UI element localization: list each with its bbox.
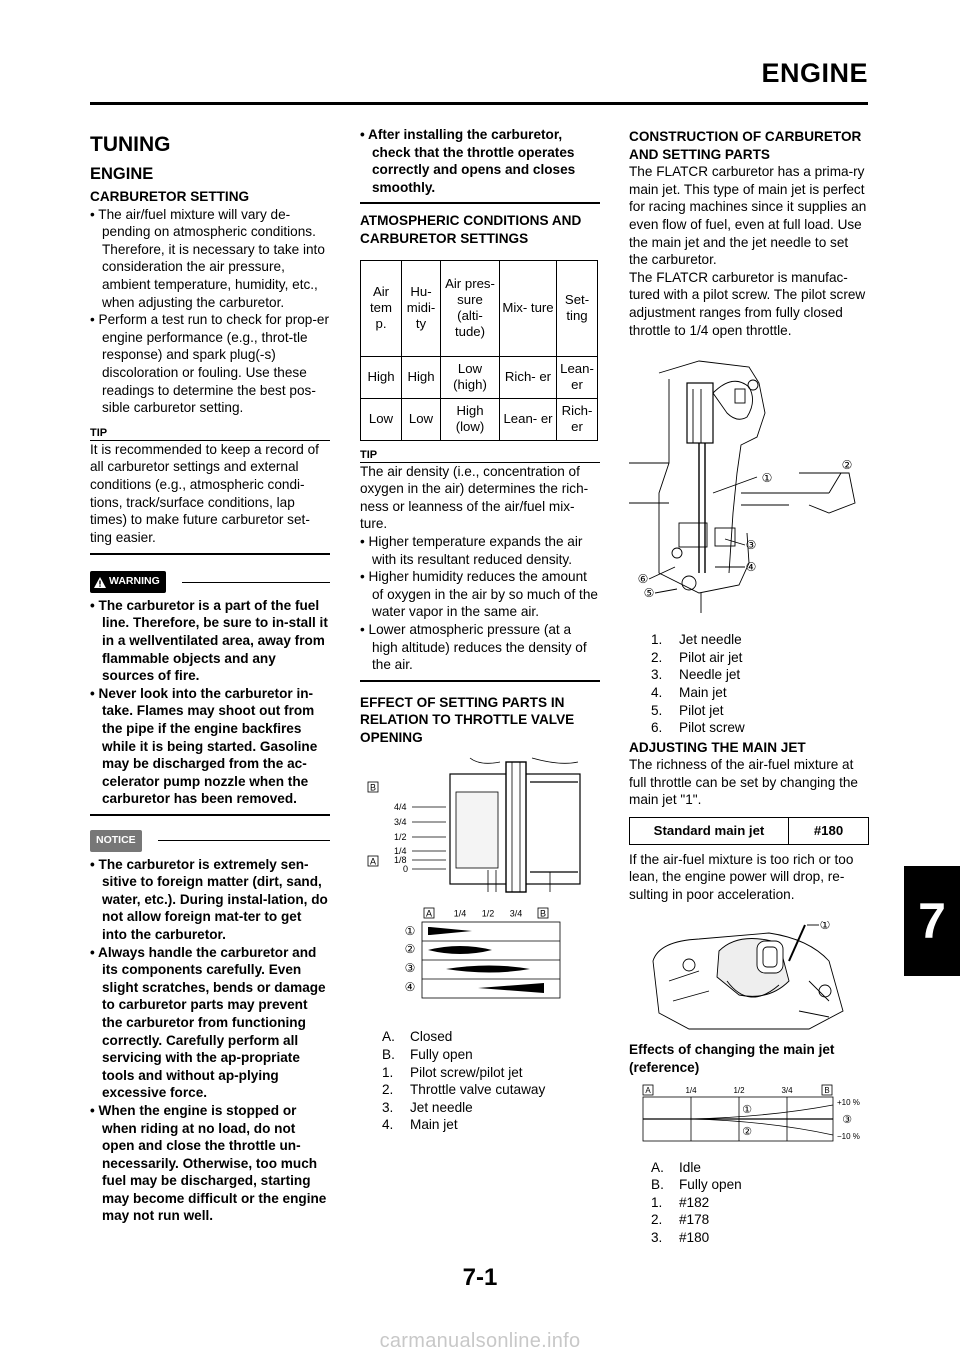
legend-item bbox=[382, 1081, 600, 1099]
table-cell: High bbox=[361, 356, 402, 398]
table-cell: Lean- er bbox=[500, 398, 557, 440]
curve-marker-1: ① bbox=[742, 1102, 752, 1116]
tick-1-2: 1/2 bbox=[481, 908, 495, 919]
legend-value: Pilot air jet bbox=[679, 649, 743, 665]
table-cell: Rich- er bbox=[557, 398, 598, 440]
throttle-valve-diagram bbox=[360, 752, 600, 902]
legend-value: Pilot screw/pilot jet bbox=[410, 1064, 523, 1080]
scale-4-4: 4/4 bbox=[394, 802, 407, 813]
legend-item bbox=[651, 631, 869, 649]
notice-text: When the engine is stopped or when riding at no load, do not open and close the throttle un-necessarily. Otherwise, too much fuel may be discharged, starting may become difficult or the engine may not run well. bbox=[98, 1102, 327, 1224]
column-middle bbox=[360, 124, 600, 1134]
label-a: A bbox=[425, 908, 433, 919]
tip-text: It is recommended to keep a record of all carburetor settings and external conditions (e.g., atmospheric condi-tions, track/surface conditions, lap times) to make future carburetor set-ting easier. bbox=[90, 441, 319, 545]
notice-text: Always handle the carburetor and its components carefully. Even slight scratches, bends or damage to carburetor parts may prevent the carburetor from functioning correctly. Carefully perform all servicing with the ap-propriate tools and without ap-plying excessive force. bbox=[98, 944, 326, 1101]
warning-rule-bottom bbox=[90, 814, 330, 816]
scale-1-4: 1/4 bbox=[394, 846, 407, 857]
tip-label: TIP bbox=[90, 426, 108, 439]
legend-key: 4. bbox=[651, 684, 663, 700]
legend-value: Closed bbox=[410, 1029, 453, 1045]
main-jet-effects-diagram bbox=[629, 1083, 869, 1145]
legend-key: 1. bbox=[651, 632, 663, 648]
bullet-item: • Lower atmospheric pressure (at a high altitude) reduces the density of the air. bbox=[360, 621, 587, 673]
table-header: Set- ting bbox=[557, 260, 598, 356]
heading-effect-of-setting-parts: EFFECT OF SETTING PARTS IN RELATION TO THROTTLE VALVE OPENING bbox=[360, 694, 575, 745]
table-header: Mix- ture bbox=[500, 260, 557, 356]
table-header-row bbox=[361, 260, 598, 356]
legend-value: Pilot screw bbox=[679, 720, 745, 736]
table-row bbox=[630, 818, 869, 845]
warning-item: • The carburetor is a part of the fuel line. Therefore, be sure to in-stall it in a wellventilated area, away from flammable objects and any sources of fire. bbox=[90, 597, 328, 684]
legend-item bbox=[651, 702, 869, 720]
heading-adjusting-main-jet: ADJUSTING THE MAIN JET bbox=[629, 739, 806, 755]
tick-1-2: 1/2 bbox=[733, 1085, 745, 1095]
notice-item: • The carburetor is extremely sen-sitive to foreign matter (dirt, sand, water, etc.). During instal-lation, do not allow foreign mat-ter to get into the carburetor. bbox=[90, 856, 328, 942]
page-header-title: ENGINE bbox=[761, 58, 868, 88]
legend-item bbox=[651, 1194, 869, 1212]
legend-key: 2. bbox=[382, 1082, 394, 1098]
paragraph: The FLATCR carburetor is manufac-tured with a pilot screw. The pilot screw adjustment ranges from fully closed throttle to 1/4 open throttle. bbox=[629, 269, 866, 338]
page-number: 7-1 bbox=[462, 1264, 498, 1291]
tick-3-4: 3/4 bbox=[509, 908, 523, 919]
legend-value: #180 bbox=[679, 1230, 710, 1245]
heading-effects-main-jet: Effects of changing the main jet (reference) bbox=[629, 1042, 835, 1076]
notice-badge: NOTICE bbox=[90, 830, 142, 852]
paragraph: The richness of the air-fuel mixture at full throttle can be set by changing the main jet "1". bbox=[629, 757, 858, 808]
legend-value: Main jet bbox=[679, 684, 727, 700]
legend-value: Jet needle bbox=[679, 632, 742, 648]
legend-value: Needle jet bbox=[679, 667, 741, 683]
scale-3-4: 3/4 bbox=[394, 817, 407, 828]
table-cell: Standard main jet bbox=[630, 818, 789, 845]
warning-label-row bbox=[90, 571, 330, 593]
part-marker-1: ① bbox=[819, 921, 831, 933]
warning-rule bbox=[182, 582, 330, 583]
legend-value: Fully open bbox=[679, 1177, 742, 1193]
heading-atmospheric: ATMOSPHERIC CONDITIONS AND CARBURETOR SETTINGS bbox=[360, 213, 582, 246]
legend-carburetor-parts bbox=[651, 631, 869, 737]
tip-rule-bottom bbox=[90, 553, 330, 555]
legend-item bbox=[651, 1176, 869, 1194]
table-header: Hu- midi- ty bbox=[402, 260, 441, 356]
atmospheric-table bbox=[360, 260, 598, 441]
legend-throttle bbox=[382, 1028, 600, 1134]
table-cell: Lean- er bbox=[557, 356, 598, 398]
tip-rule-bottom bbox=[360, 680, 600, 682]
table-row bbox=[361, 398, 598, 440]
section-title-engine: ENGINE bbox=[90, 165, 154, 183]
legend-key: 6. bbox=[651, 720, 663, 736]
label-a: A bbox=[369, 856, 377, 867]
table-cell: High bbox=[402, 356, 441, 398]
paragraph: The FLATCR carburetor has a prima-ry main jet. This type of main jet is perfect for racing machines since it supplies an even flow of fuel, even at full load. Use the main jet and the jet needle to set the carburetor. bbox=[629, 164, 867, 268]
legend-key: A. bbox=[651, 1159, 664, 1175]
legend-item bbox=[651, 1229, 869, 1247]
legend-item bbox=[382, 1064, 600, 1082]
legend-item bbox=[651, 649, 869, 667]
legend-key: 2. bbox=[651, 649, 663, 665]
legend-item bbox=[651, 1211, 869, 1229]
label-b: B bbox=[824, 1085, 830, 1095]
legend-key: 3. bbox=[651, 667, 663, 683]
legend-value: Fully open bbox=[410, 1047, 473, 1063]
warning-label: WARNING bbox=[109, 575, 160, 588]
part-marker-3: ③ bbox=[745, 538, 757, 553]
label-b: B bbox=[369, 782, 377, 793]
tick-1-4: 1/4 bbox=[685, 1085, 697, 1095]
bullet-item: • Higher humidity reduces the amount of oxygen in the air by so much of the water vapor in the same air. bbox=[360, 569, 598, 620]
legend-value: Idle bbox=[679, 1159, 701, 1175]
bullet-text: Perform a test run to check for prop-er engine performance (e.g., throt-tle response) and spark plug(-s) discoloration or fouling. Use these readings to determine the best pos-sible carburetor setting. bbox=[98, 312, 329, 416]
table-row bbox=[361, 356, 598, 398]
page-title: TUNING bbox=[90, 133, 171, 156]
legend-key: B. bbox=[651, 1177, 664, 1193]
label-a: A bbox=[645, 1085, 651, 1095]
heading-construction: CONSTRUCTION OF CARBURETOR AND SETTING PARTS bbox=[629, 129, 862, 162]
legend-value: #178 bbox=[679, 1212, 710, 1228]
legend-key: 3. bbox=[382, 1099, 394, 1115]
row-marker-4: ④ bbox=[404, 980, 416, 995]
tick-1-4: 1/4 bbox=[453, 908, 467, 919]
standard-main-jet-table bbox=[629, 817, 869, 845]
notice-text: The carburetor is extremely sen-sitive to foreign matter (dirt, sand, water, etc.). During instal-lation, do not allow foreign mat-ter to get into the carburetor. bbox=[98, 856, 328, 942]
table-cell: High (low) bbox=[441, 398, 500, 440]
column-right bbox=[629, 124, 869, 1247]
legend-item bbox=[382, 1046, 600, 1064]
curve-marker-3: ③ bbox=[842, 1112, 852, 1126]
warning-triangle-icon bbox=[94, 577, 106, 588]
warning-text: Never look into the carburetor in-take. Flames may shoot out from the pipe if the engine backfires while it is being started. Gasoline may be discharged from the ac-celerator pump nozzle when the carburetor has been removed. bbox=[98, 685, 318, 807]
bullet-item: • Perform a test run to check for prop-er engine performance (e.g., throt-tle response) and spark plug(-s) discoloration or fouling. Use these readings to determine the best pos-sible carburetor setting. bbox=[90, 312, 329, 416]
bullet-text: Higher temperature expands the air with its resultant reduced density. bbox=[368, 533, 583, 567]
legend-item bbox=[382, 1028, 600, 1046]
main-jet-illustration bbox=[629, 921, 869, 1031]
notice-label-row bbox=[90, 830, 330, 852]
table-header: Air tem p. bbox=[361, 260, 402, 356]
curve-marker-2: ② bbox=[742, 1124, 752, 1138]
legend-value: #182 bbox=[679, 1194, 710, 1210]
legend-item bbox=[651, 684, 869, 702]
legend-value: Throttle valve cutaway bbox=[410, 1082, 546, 1098]
legend-value: Pilot jet bbox=[679, 702, 724, 718]
part-marker-1: ① bbox=[761, 471, 773, 486]
heading-carburetor-setting: CARBURETOR SETTING bbox=[90, 189, 250, 204]
legend-key: 1. bbox=[651, 1194, 663, 1210]
legend-key: 3. bbox=[651, 1230, 663, 1245]
footer-watermark[interactable]: carmanualsonline.info bbox=[379, 1330, 581, 1352]
legend-value: Main jet bbox=[410, 1117, 458, 1133]
scale-1-8: 1/8 bbox=[394, 855, 407, 866]
row-marker-3: ③ bbox=[404, 961, 416, 976]
bullet-text: Lower atmospheric pressure (at a high altitude) reduces the density of the air. bbox=[368, 621, 587, 673]
tip-label: TIP bbox=[360, 448, 378, 461]
notice-item: • When the engine is stopped or when riding at no load, do not open and close the throttle un-necessarily. Otherwise, too much fuel may be discharged, starting may become difficult or the engine may not run well. bbox=[90, 1102, 327, 1224]
legend-item bbox=[382, 1116, 600, 1134]
part-marker-5: ⑤ bbox=[643, 586, 655, 601]
scale-0: 0 bbox=[403, 864, 409, 875]
legend-key: A. bbox=[382, 1029, 395, 1045]
warning-text: The carburetor is a part of the fuel line. Therefore, be sure to in-stall it in a wellventilated area, away from flammable objects and any sources of fire. bbox=[98, 597, 328, 684]
legend-key: 1. bbox=[382, 1064, 394, 1080]
table-cell: #180 bbox=[789, 818, 869, 845]
table-header: Air pres- sure (alti- tude) bbox=[441, 260, 500, 356]
legend-main-jet-effects bbox=[651, 1159, 869, 1247]
paragraph: If the air-fuel mixture is too rich or too lean, the engine power will drop, re-sulting in poor acceleration. bbox=[629, 851, 854, 902]
notice-rule bbox=[158, 840, 330, 841]
carburetor-cross-section-diagram bbox=[629, 353, 869, 623]
bullet-item: • The air/fuel mixture will vary de-pending on atmospheric conditions. Therefore, it is necessary to take into consideration the air pressure, ambient temperature, humidity, etc., when adjusting the carburetor. bbox=[90, 206, 325, 310]
legend-value: Jet needle bbox=[410, 1099, 473, 1115]
notice-rule-bottom bbox=[360, 202, 600, 204]
bullet-text: Higher humidity reduces the amount of oxygen in the air by so much of the water vapor in the same air. bbox=[368, 569, 598, 620]
column-left bbox=[90, 124, 330, 1225]
chapter-tab[interactable]: 7 bbox=[904, 866, 960, 976]
legend-key: B. bbox=[382, 1047, 395, 1063]
label-plus-10: +10 % bbox=[837, 1097, 860, 1107]
table-cell: Low (high) bbox=[441, 356, 500, 398]
row-marker-2: ② bbox=[404, 942, 416, 957]
table-cell: Low bbox=[361, 398, 402, 440]
part-marker-6: ⑥ bbox=[637, 572, 649, 587]
tick-3-4: 3/4 bbox=[781, 1085, 793, 1095]
header-rule bbox=[90, 102, 868, 105]
tip-text: The air density (i.e., concentration of oxygen in the air) determines the rich-ness or leanness of the air/fuel mix-ture. bbox=[360, 463, 589, 532]
legend-item bbox=[382, 1099, 600, 1117]
legend-item bbox=[651, 1159, 869, 1177]
table-cell: Rich- er bbox=[500, 356, 557, 398]
bullet-item: • After installing the carburetor, check that the throttle operates correctly and opens and closes smoothly. bbox=[360, 127, 576, 195]
table-cell: Low bbox=[402, 398, 441, 440]
bullet-text: After installing the carburetor, check that the throttle operates correctly and opens and closes smoothly. bbox=[368, 127, 576, 195]
legend-item bbox=[651, 719, 869, 737]
legend-item bbox=[651, 666, 869, 684]
bullet-text: The air/fuel mixture will vary de-pending on atmospheric conditions. Therefore, it is necessary to take into consideration the air pressure, ambient temperature, humidity, etc., when adjusting the carburetor. bbox=[98, 206, 325, 310]
legend-key: 2. bbox=[651, 1212, 663, 1228]
part-marker-2: ② bbox=[841, 458, 853, 473]
legend-key: 4. bbox=[382, 1117, 394, 1133]
legend-key: 5. bbox=[651, 702, 663, 718]
row-marker-1: ① bbox=[404, 924, 416, 939]
throttle-opening-diagram bbox=[360, 906, 600, 1016]
label-minus-10: −10 % bbox=[837, 1131, 860, 1141]
part-marker-4: ④ bbox=[745, 560, 757, 575]
scale-1-2: 1/2 bbox=[394, 832, 407, 843]
bullet-item: • Higher temperature expands the air with its resultant reduced density. bbox=[360, 533, 583, 567]
warning-item: • Never look into the carburetor in-take. Flames may shoot out from the pipe if the engine backfires while it is being started. Gasoline may be discharged from the ac-celerator pump nozzle when the carburetor has been removed. bbox=[90, 685, 318, 807]
warning-badge bbox=[90, 571, 166, 593]
label-b: B bbox=[539, 908, 547, 919]
notice-item: • Always handle the carburetor and its components carefully. Even slight scratches, bends or damage to carburetor parts may prevent the carburetor from functioning correctly. Carefully perform all servicing with the ap-propriate tools and without ap-plying excessive force. bbox=[90, 944, 326, 1101]
